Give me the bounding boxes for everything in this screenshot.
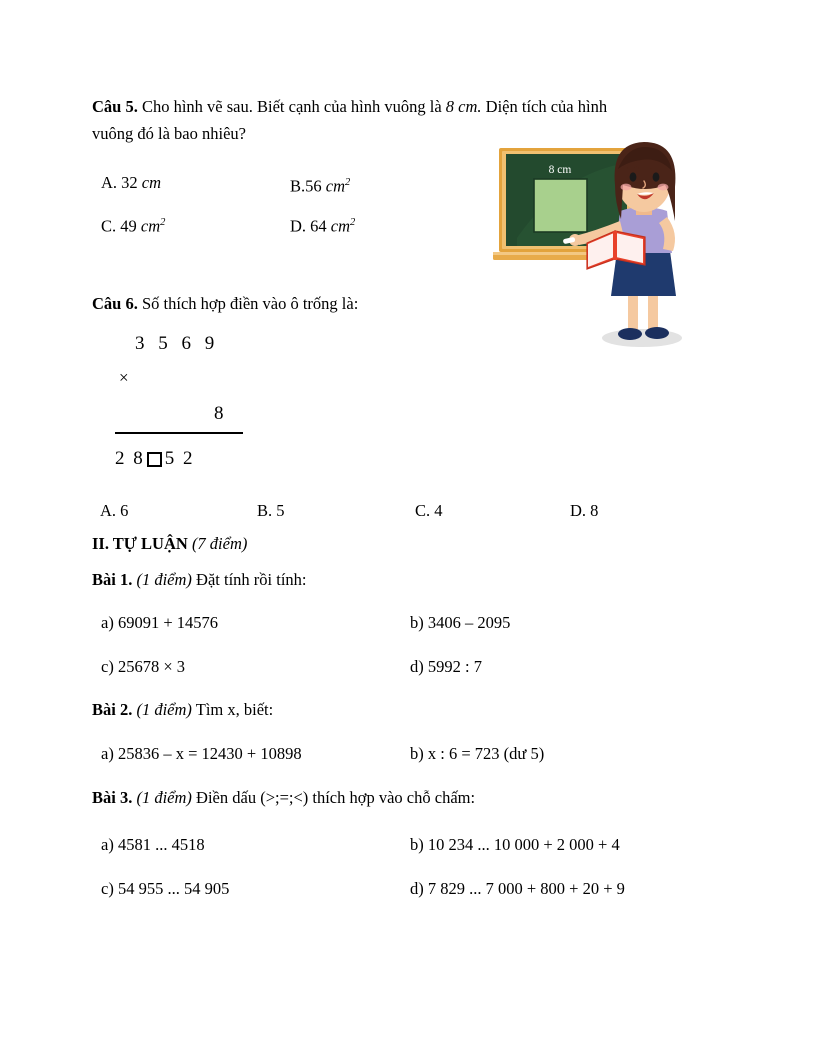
bai-3-item-d: [410, 875, 625, 902]
q6-option-a-key: A.: [100, 501, 117, 520]
bai-2-text: Tìm x, biết:: [191, 700, 274, 719]
bai-2-heading: [92, 696, 273, 723]
option-d-exponent: 2: [350, 217, 356, 228]
blank-box-icon[interactable]: [147, 452, 162, 467]
question-5-option-d[interactable]: [290, 209, 355, 240]
option-a-key: A.: [101, 173, 118, 192]
q6-option-c-value: 4: [434, 501, 443, 520]
option-a-value: 32: [121, 173, 138, 192]
bai-2-item-a-key: a): [101, 744, 114, 763]
bai-1-item-b-expr: 3406 – 2095: [427, 613, 511, 632]
bai-1-item-b-key: b): [410, 613, 424, 632]
question-5-option-b[interactable]: [290, 169, 350, 200]
bai-1-heading: [92, 566, 307, 593]
teacher-chalkboard-illustration: [487, 133, 712, 358]
question-6-option-a[interactable]: [100, 497, 128, 524]
bai-1-label: Bài 1.: [92, 570, 133, 589]
section-2-points: (7 điểm): [191, 534, 248, 553]
bai-1-item-d-key: d): [410, 657, 424, 676]
bai-3-item-d-key: d): [410, 879, 424, 898]
option-c-key: C.: [101, 216, 117, 236]
option-c-exponent: 2: [160, 217, 166, 228]
bai-1-item-b: [410, 609, 510, 636]
q6-option-b-key: B.: [257, 501, 273, 520]
bai-2-item-b-expr: x : 6 = 723 (dư 5): [427, 744, 545, 763]
option-b-unit: cm: [325, 176, 346, 196]
q6-option-c-key: C.: [415, 501, 431, 520]
section-2-heading: [92, 530, 247, 557]
option-c-value: 49: [120, 216, 137, 236]
bai-1-text: Đặt tính rồi tính:: [191, 570, 307, 589]
bai-3-item-c-key: c): [101, 879, 114, 898]
bai-1-item-d: [410, 653, 482, 680]
question-6-option-c[interactable]: [415, 497, 443, 524]
question-6-option-b[interactable]: [257, 497, 285, 524]
multiply-operator: ×: [119, 368, 129, 387]
option-b-key: B.: [290, 176, 306, 196]
bai-2-item-b: [410, 740, 544, 767]
multiplicand: 3 5 6 9: [135, 333, 219, 354]
board-label: 8 cm: [548, 164, 572, 176]
option-b-value: 56: [305, 176, 322, 196]
bai-3-item-a-key: a): [101, 835, 114, 854]
result-digits-after: 5 2: [164, 448, 195, 469]
question-5-statement: [92, 93, 702, 120]
q6-option-d-key: D.: [570, 501, 587, 520]
bai-1-item-a: [101, 609, 218, 636]
question-6-statement: [92, 290, 358, 317]
result-digits-before: 2 8: [115, 448, 145, 469]
bai-3-item-d-expr: 7 829 ... 7 000 + 800 + 20 + 9: [427, 879, 625, 898]
option-d-key: D.: [290, 216, 307, 236]
bai-3-item-b: [410, 831, 620, 858]
multiplication-rule: [115, 432, 243, 434]
bai-2-item-b-key: b): [410, 744, 424, 763]
bai-3-points: (1 điểm): [132, 788, 192, 807]
question-5-text-a: Cho hình vẽ sau. Biết cạnh của hình vuông là: [137, 97, 446, 116]
multiplier: 8: [214, 403, 224, 424]
bai-1-item-c-key: c): [101, 657, 114, 676]
bai-3-item-c: [101, 875, 229, 902]
option-b-exponent: 2: [345, 177, 351, 188]
q6-option-b-value: 5: [276, 501, 285, 520]
bai-1-item-a-key: a): [101, 613, 114, 632]
bai-2-label: Bài 2.: [92, 700, 133, 719]
question-5-statement-line2: vuông đó là bao nhiêu?: [92, 124, 246, 143]
q6-option-d-value: 8: [590, 501, 599, 520]
question-5-option-c[interactable]: [101, 209, 165, 240]
option-d-value: 64: [310, 216, 327, 236]
bai-2-points: (1 điểm): [132, 700, 192, 719]
q6-option-a-value: 6: [120, 501, 129, 520]
question-5-measure: 8 cm.: [445, 97, 482, 116]
bai-1-item-d-expr: 5992 : 7: [427, 657, 482, 676]
bai-1-item-c: [101, 653, 185, 680]
question-6-option-d[interactable]: [570, 497, 598, 524]
bai-1-item-a-expr: 69091 + 14576: [117, 613, 219, 632]
bai-1-item-c-expr: 25678 × 3: [117, 657, 186, 676]
question-5-text-c: Diện tích của hình: [481, 97, 608, 116]
bai-3-item-b-expr: 10 234 ... 10 000 + 2 000 + 4: [427, 835, 620, 854]
question-5-option-a[interactable]: [101, 169, 161, 196]
bai-3-label: Bài 3.: [92, 788, 133, 807]
bai-3-heading: [92, 784, 475, 811]
option-a-unit: cm: [141, 173, 162, 192]
question-6-text: Số thích hợp điền vào ô trống là:: [137, 294, 359, 313]
question-5-label: Câu 5.: [92, 97, 138, 116]
bai-2-item-a: [101, 740, 302, 767]
multiplication-result: [115, 448, 195, 470]
bai-2-item-a-expr: 25836 – x = 12430 + 10898: [117, 744, 302, 763]
question-6-label: Câu 6.: [92, 294, 138, 313]
bai-3-item-c-expr: 54 955 ... 54 905: [117, 879, 230, 898]
section-2-title: II. TỰ LUẬN: [92, 534, 192, 553]
bai-1-points: (1 điểm): [132, 570, 192, 589]
bai-3-item-a: [101, 831, 205, 858]
bai-3-item-a-expr: 4581 ... 4518: [117, 835, 205, 854]
bai-3-item-b-key: b): [410, 835, 424, 854]
bai-3-text: Điền dấu (>;=;<) thích hợp vào chỗ chấm:: [191, 788, 476, 807]
option-d-unit: cm: [330, 216, 351, 236]
option-c-unit: cm: [140, 216, 161, 236]
